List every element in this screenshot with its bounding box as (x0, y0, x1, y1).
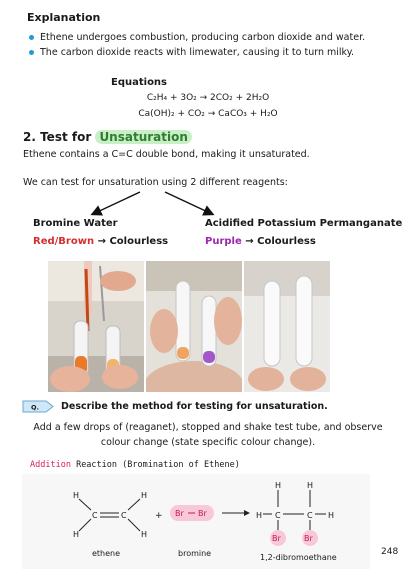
atom-h: H (328, 511, 335, 520)
photo-bromine-test (48, 261, 144, 392)
atom-h: H (307, 481, 314, 490)
reaction-title: Addition Reaction (Bromination of Ethene) (30, 460, 240, 470)
atom-h: H (275, 481, 282, 490)
equation-combustion: C₂H₄ + 3O₂ → 2CO₂ + 2H₂O (146, 93, 270, 103)
reagent-permanganate-change: Purple → Colourless (205, 236, 316, 247)
bromine-label: bromine (178, 549, 212, 558)
plus-sign: + (155, 511, 163, 521)
product-label: 1,2-dibromoethane (260, 553, 337, 562)
answer-text: Add a few drops of (reaganet), stopped and shake test tube, and observe colour change (state specific colour change). (33, 422, 383, 448)
atom-h: H (73, 491, 80, 500)
list-item: The carbon dioxide reacts with limewater, causing it to turn milky. (27, 45, 407, 60)
reaction-diagram (22, 474, 370, 569)
atom-br: Br (272, 534, 281, 543)
question-tag-icon (22, 400, 54, 413)
atom-c: C (121, 511, 127, 520)
atom-br: Br (175, 509, 184, 518)
atom-h: H (141, 530, 148, 539)
list-item: Ethene undergoes combustion, producing carbon dioxide and water. (27, 30, 407, 45)
reaction-arrow-icon (244, 510, 250, 516)
photo-clear-tubes (244, 261, 330, 392)
reagents-intro: We can test for unsaturation using 2 different reagents: (23, 177, 288, 188)
atom-c: C (275, 511, 281, 520)
reagent-bromine-name: Bromine Water (33, 218, 118, 229)
ethene-label: ethene (92, 549, 121, 558)
atom-h: H (141, 491, 148, 500)
equation-limewater: Ca(OH)₂ + CO₂ → CaCO₃ + H₂O (138, 109, 278, 119)
section-heading: 2. Test for Unsaturation (23, 130, 192, 144)
unsaturated-statement: Ethene contains a C=C double bond, making it unsaturated. (23, 149, 310, 160)
atom-h: H (256, 511, 263, 520)
arrow-left-icon (93, 192, 140, 214)
page-number: 248 (381, 547, 399, 557)
photo-comparison (146, 261, 242, 392)
heading-highlight: Unsaturation (95, 130, 191, 144)
reagent-permanganate-name: Acidified Potassium Permanganate (205, 218, 403, 229)
question-tag-label: Q. (31, 403, 39, 412)
equations-heading: Equations (111, 77, 168, 88)
atom-c: C (307, 511, 313, 520)
atom-br: Br (304, 534, 313, 543)
atom-c: C (92, 511, 98, 520)
atom-br: Br (198, 509, 207, 518)
explanation-heading: Explanation (27, 11, 101, 24)
atom-h: H (73, 530, 80, 539)
reagent-bromine-change: Red/Brown → Colourless (33, 236, 169, 247)
question-text: Describe the method for testing for unsaturation. (61, 401, 328, 412)
arrow-right-icon (165, 192, 212, 214)
